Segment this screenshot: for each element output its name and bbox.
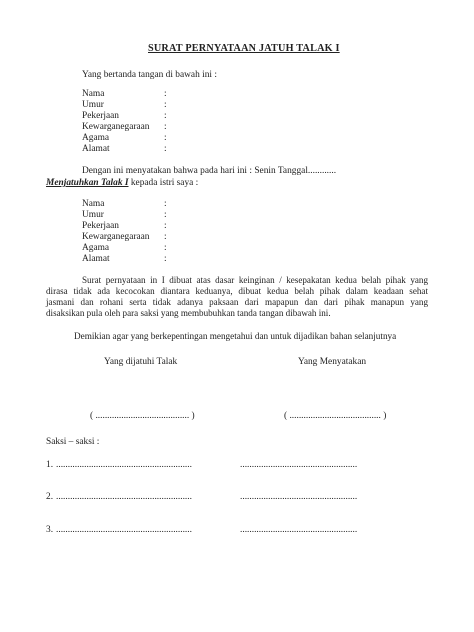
intro-text: Yang bertanda tangan di bawah ini :: [82, 70, 217, 80]
field-label-kewarganegaraan: Kewarganegaraan: [82, 122, 150, 132]
field-colon: :: [164, 254, 167, 264]
body-line: disaksikan pula oleh para saksi yang membubuhkan tanda tangan dibawah ini.: [46, 308, 331, 318]
witness-name-line: ..........................................................: [56, 492, 192, 502]
sign-label-right: Yang Menyatakan: [298, 357, 367, 367]
field-label-agama: Agama: [82, 133, 110, 143]
witness-sign-line: ..................................................: [240, 460, 358, 470]
statement-text: Dengan ini menyatakan bahwa pada hari ini : Senin Tanggal............: [82, 166, 337, 176]
closing-text: Demikian agar yang berkepentingan mengetahui dan untuk dijadikan bahan selanjutnya: [74, 331, 397, 341]
witness-heading: Saksi – saksi :: [46, 437, 100, 447]
field-label-alamat: Alamat: [82, 254, 110, 264]
field-colon: :: [164, 232, 167, 242]
field-colon: :: [164, 111, 167, 121]
field-colon: :: [164, 133, 167, 143]
witness-sign-line: ..................................................: [240, 525, 358, 535]
body-line: jasmani dan rohani serta tidak adanya paksaan dari mapapun dan dari pihak manapun yang: [46, 297, 428, 307]
field-label-umur: Umur: [82, 210, 104, 220]
field-colon: :: [164, 89, 167, 99]
body-line: Surat pernyataan in I dibuat atas dasar keinginan / kesepakatan kedua belah pihak yang: [82, 275, 428, 285]
signature-blank-left: ( ........................................ ): [90, 411, 195, 421]
witness-number: 3.: [46, 525, 54, 535]
talak-emphasis: Menjatuhkan Talak I: [46, 178, 129, 188]
field-colon: :: [164, 100, 167, 110]
field-colon: :: [164, 210, 167, 220]
witness-name-line: ..........................................................: [56, 525, 192, 535]
field-colon: :: [164, 221, 167, 231]
body-line: dirasa tidak ada kecocokan diantara keduanya, dibuat kedua belah pihak dalam keadaan sehat: [46, 286, 428, 296]
field-label-agama: Agama: [82, 243, 110, 253]
talak-rest: kepada istri saya :: [128, 178, 199, 188]
field-label-pekerjaan: Pekerjaan: [82, 111, 119, 121]
field-label-nama: Nama: [82, 89, 105, 99]
witness-name-line: ..........................................................: [56, 460, 192, 470]
field-label-umur: Umur: [82, 100, 104, 110]
talak-declaration: [46, 178, 198, 189]
witness-number: 2.: [46, 492, 54, 502]
field-label-alamat: Alamat: [82, 144, 110, 154]
signature-blank-right: ( ....................................... ): [284, 411, 387, 421]
witness-number: 1.: [46, 460, 54, 470]
field-colon: :: [164, 144, 167, 154]
field-colon: :: [164, 199, 167, 209]
field-label-kewarganegaraan: Kewarganegaraan: [82, 232, 150, 242]
witness-sign-line: ..................................................: [240, 492, 358, 502]
field-label-pekerjaan: Pekerjaan: [82, 221, 119, 231]
field-label-nama: Nama: [82, 199, 105, 209]
sign-label-left: Yang dijatuhi Talak: [104, 357, 178, 367]
field-colon: :: [164, 243, 167, 253]
field-colon: :: [164, 122, 167, 132]
letter-title: SURAT PERNYATAAN JATUH TALAK I: [148, 43, 340, 54]
